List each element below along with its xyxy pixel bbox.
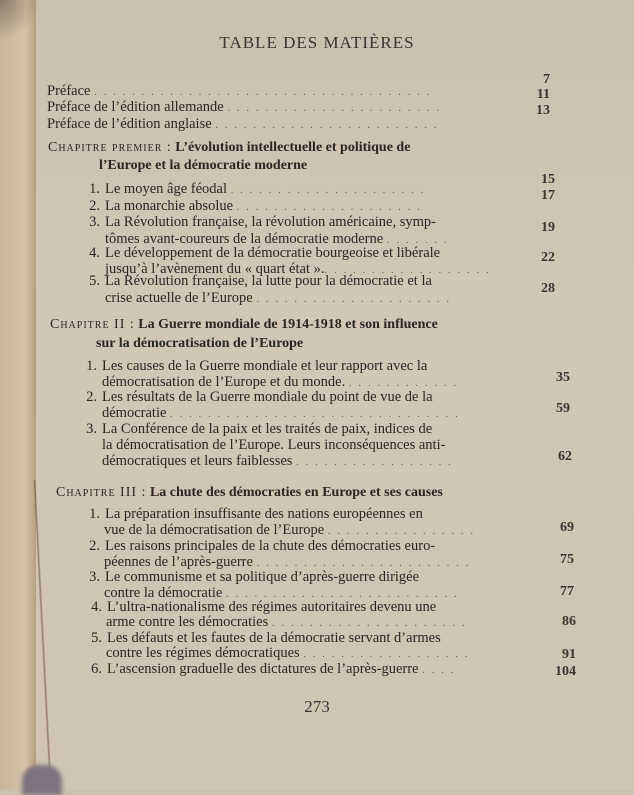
section-title: contre la démocratie (104, 585, 223, 601)
section-number: 5. (91, 630, 102, 646)
page-number: 11 (536, 87, 550, 102)
page-title: TABLE DES MATIÈRES (219, 33, 415, 52)
section-title: La Révolution française, la révolution américaine, symp- (105, 214, 436, 230)
section-title: jusqu’à l’avènement du « quart état ». (105, 261, 325, 277)
toc-section (75, 358, 427, 375)
leader-dots: . . . . . . . . . . . . . . . . . . . . . (271, 617, 467, 629)
section-number: 1. (89, 181, 100, 197)
toc-section (80, 661, 455, 679)
leader-dots: . . . . . . . . . . . . . . . . . . . . . . . (227, 102, 442, 114)
section-title: crise actuelle de l’Europe (105, 290, 253, 306)
section-title: L’ultra-nationalisme des régimes autoritaires devenu une (107, 599, 437, 615)
toc-section (75, 421, 432, 438)
section-number: 4. (91, 599, 102, 615)
leader-dots: . . . . . . . (386, 234, 449, 246)
page-number: 22 (541, 250, 555, 265)
leader-dots: . . . . . . . . . . . . . . . . . . (324, 264, 491, 276)
leader-dots: . . . . . . . . . . . . . . . . . . . . . . . . (215, 119, 439, 131)
chapter-heading (48, 139, 410, 156)
section-number: 3. (89, 569, 100, 585)
toc-section (78, 214, 436, 231)
page-number: 35 (556, 370, 570, 385)
section-number: 1. (89, 506, 100, 522)
toc-section (75, 389, 433, 406)
section-number: 4. (89, 245, 100, 261)
page-number: 62 (558, 449, 572, 464)
section-number: 2. (89, 198, 100, 214)
section-number: 5. (89, 273, 100, 289)
page-number: 15 (541, 172, 555, 187)
section-title: Les résultats de la Guerre mondiale du point de vue de la (102, 389, 433, 405)
section-title: La monarchie absolue (105, 198, 234, 214)
toc-section-cont (102, 453, 453, 471)
chapter-heading (50, 316, 438, 333)
entry-label: Préface de l’édition allemande (47, 99, 224, 115)
section-number: 6. (91, 661, 102, 677)
toc-section (78, 245, 440, 262)
page-number: 69 (560, 520, 574, 535)
page-number: 77 (560, 584, 574, 599)
page-number: 7 (543, 72, 550, 87)
chapter-label: Chapitre premier : (48, 140, 172, 155)
section-number: 1. (86, 358, 97, 374)
page-number: 13 (536, 103, 550, 118)
page-number: 17 (541, 188, 555, 203)
section-title: La Révolution française, la lutte pour la démocratie et la (105, 273, 432, 289)
entry-label: Préface de l’édition anglaise (47, 116, 212, 132)
toc-section (78, 569, 419, 586)
section-title: démocratie (102, 405, 167, 421)
thumb (22, 765, 62, 795)
leader-dots: . . . . . . . . . . . . . . . . . . . . . (256, 293, 452, 305)
toc-section (78, 181, 425, 199)
section-title: Les causes de la Guerre mondiale et leur rapport avec la (102, 358, 428, 374)
facing-page-edge (0, 0, 36, 790)
leader-dots: . . . . . . . . . . . . . . . . . . (303, 648, 470, 660)
section-number: 2. (89, 538, 100, 554)
chapter-heading-cont: l’Europe et la démocratie moderne (99, 158, 308, 173)
toc-section-cont (102, 437, 445, 454)
leader-dots: . . . . . . . . . . . . . . . . . . . . . . . . . . . . . . . (170, 408, 460, 420)
toc-section-cont (105, 290, 451, 308)
section-title: Les raisons principales de la chute des démocraties euro- (105, 538, 436, 554)
toc-section (78, 506, 423, 523)
leader-dots: . . . . . . . . . . . . . . . . . . . . (236, 201, 422, 213)
entry-label: Préface (47, 83, 91, 99)
page-folio: 273 (304, 697, 330, 716)
chapter-label: Chapitre III : (56, 485, 147, 500)
section-number: 3. (89, 214, 100, 230)
leader-dots: . . . . . . . . . . . . . . . . . . . . . . . (256, 557, 471, 569)
chapter-label: Chapitre II : (50, 317, 135, 332)
chapter-heading-cont: sur la démocratisation de l’Europe (96, 336, 304, 351)
chapter-title: La Guerre mondiale de 1914-1918 et son influence (138, 317, 438, 332)
page-number: 19 (541, 220, 555, 235)
section-title: démocratiques et leurs faiblesses (102, 453, 293, 469)
section-title: démocratisation de l’Europe et du monde. (102, 374, 346, 390)
section-title: La Conférence de la paix et les traités de paix, indices de (102, 421, 433, 437)
leader-dots: . . . . . . . . . . . . . . . . . (296, 456, 453, 468)
leader-dots: . . . . (422, 664, 456, 676)
toc-section (78, 538, 435, 555)
section-title: contre les régimes démocratiques (106, 645, 300, 661)
section-title: Le communisme et sa politique d’après-guerre dirigée (105, 569, 420, 585)
section-title: La préparation insuffisante des nations européennes en (105, 506, 423, 522)
leader-dots: . . . . . . . . . . . . . . . . . . . . . . . . . . . . . . . . . . . . (94, 86, 432, 98)
leader-dots: . . . . . . . . . . . . (348, 377, 459, 389)
section-title: Le développement de la démocratie bourgeoise et libérale (105, 245, 441, 261)
page-number: 59 (556, 401, 570, 416)
page-number: 75 (560, 552, 574, 567)
page-number: 104 (555, 664, 576, 679)
toc-section (78, 273, 432, 290)
section-title: Le moyen âge féodal (105, 181, 227, 197)
page-number: 86 (562, 614, 576, 629)
page-number: 91 (562, 647, 576, 662)
section-title: Les défauts et les fautes de la démocratie servant d’armes (107, 630, 441, 646)
leader-dots: . . . . . . . . . . . . . . . . (327, 525, 476, 537)
section-title: arme contre les démocraties (106, 614, 269, 630)
section-number: 2. (86, 389, 97, 405)
page-number: 28 (541, 281, 555, 296)
chapter-title: La chute des démocraties en Europe et ses causes (149, 485, 443, 500)
chapter-heading (56, 484, 443, 501)
section-title: vue de la démocratisation de l’Europe (104, 522, 325, 538)
chapter-title: L’évolution intellectuelle et politique de (175, 140, 411, 155)
toc-entry-preface-allemande (47, 99, 441, 117)
section-title: la démocratisation de l’Europe. Leurs inconséquences anti- (102, 437, 446, 453)
section-title: tômes avant-coureurs de la démocratie moderne (105, 231, 384, 247)
section-title: L’ascension graduelle des dictatures de l’après-guerre (107, 661, 419, 677)
section-title: péennes de l’après-guerre (104, 554, 253, 570)
leader-dots: . . . . . . . . . . . . . . . . . . . . . (230, 184, 426, 196)
section-number: 3. (86, 421, 97, 437)
toc-entry-preface-anglaise (47, 116, 439, 134)
leader-dots: . . . . . . . . . . . . . . . . . . . . . . . . . (225, 588, 459, 600)
